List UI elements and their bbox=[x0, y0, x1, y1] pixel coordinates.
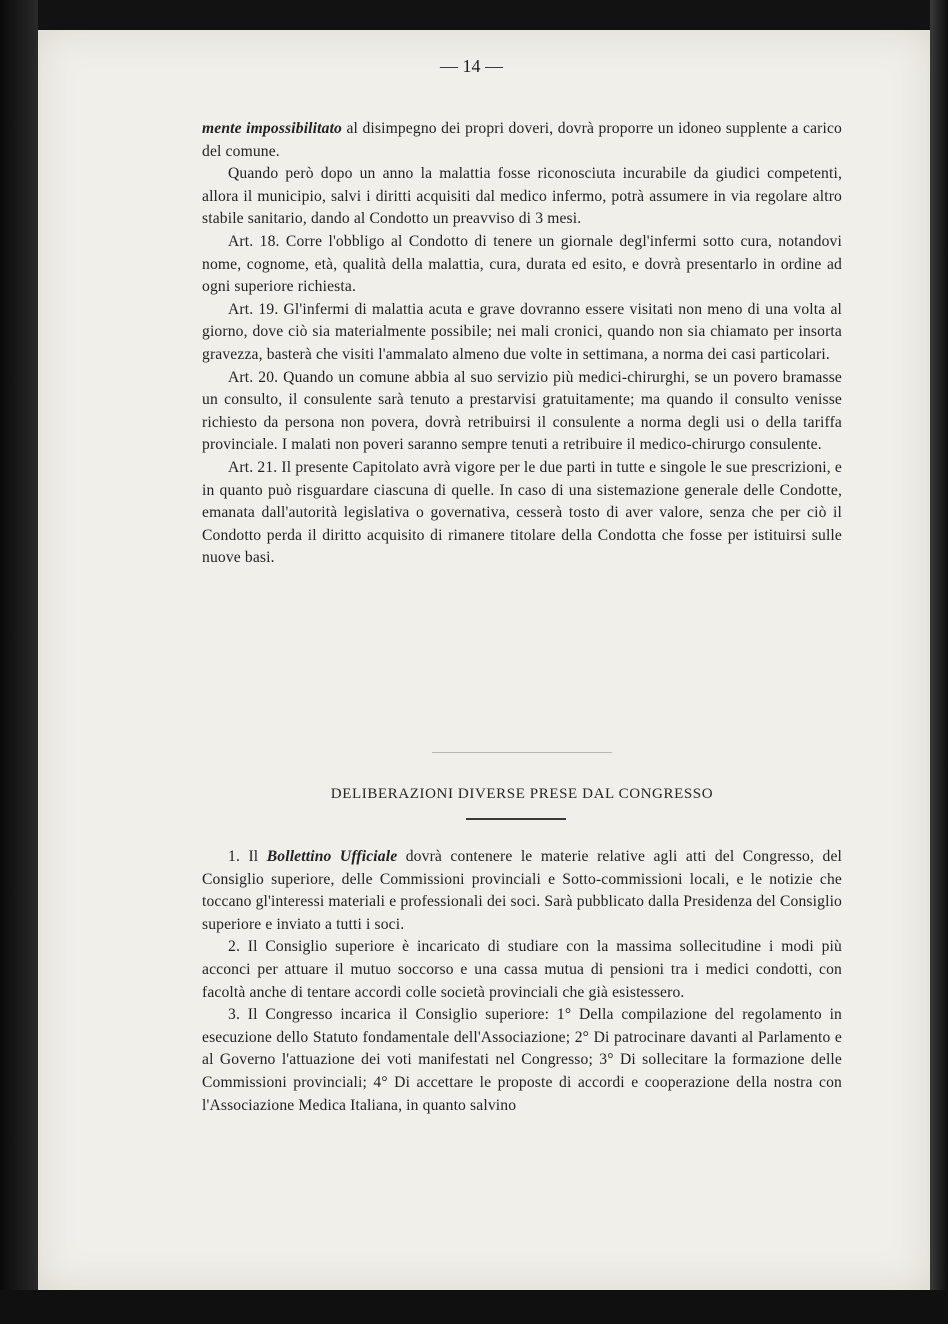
article-20: Art. 20. Quando un comune abbia al suo servizio più medici-chirurghi, se un povero bramasse un consulto, il consulente sarà tenuto a prestarvisi gratuitamente; ma quando il consulto venisse richiesto da persona non povera, dovrà retribuirsi il consulente a norma degli usi o della tariffa provinciale. I malati non poveri saranno sempre tenuti a retribuire il medico-chirurgo consulente. bbox=[202, 368, 842, 454]
section-heading: DELIBERAZIONI DIVERSE PRESE DAL CONGRESSO bbox=[330, 786, 714, 802]
ornament-divider bbox=[432, 752, 612, 753]
deliberation-2: 2. Il Consiglio superiore è incaricato di studiare con la massima sollecitudine i modi più acconci per attuare il mutuo soccorso e una cassa mutua di pensioni tra i medici condotti, con facoltà anche di tentare accordi colle società provinciali che già esistessero. bbox=[202, 938, 842, 1001]
article-18: Art. 18. Corre l'obbligo al Condotto di tenere un giornale degl'infermi sotto cura, notandovi nome, cognome, età, qualità della malattia, cura, durata ed esito, e dovrà presentarlo in ordine ad ogni superiore richiesta. bbox=[202, 232, 842, 296]
page-number: — 14 — bbox=[440, 56, 503, 76]
paragraph-text: al disimpegno dei propri doveri, dovrà proporre un idoneo supplente a carico del comune. bbox=[202, 120, 842, 160]
body-text-lower bbox=[202, 846, 842, 1117]
paragraph-continuation bbox=[202, 118, 842, 163]
deliberation-3: 3. Il Congresso incarica il Consiglio superiore: 1° Della compilazione del regolamento in esecuzione dello Statuto fondamentale dell'Associazione; 2° Di patrocinare davanti al Parlamento e al Governo l'attuazione dei voti manifestati nel Congresso; 3° Di sollecitare la formazione delle Commissioni provinciali; 4° Di accettare le proposte di accordi e cooperazione della nostra con l'Associazione Medica Italiana, in quanto salvino bbox=[202, 1006, 842, 1114]
italic-lead: mente impossibilitato bbox=[202, 120, 342, 137]
heading-underline bbox=[466, 818, 566, 820]
italic-title: Bollettino Ufficiale bbox=[266, 848, 398, 865]
deliberation-text: dovrà contenere le materie relative agli atti del Congresso, del Consiglio superiore, delle Commissioni provinciali e Sotto-commissioni locali, e le notizie che toccano gl'interessi materiali e professionali dei soci. Sarà pubblicato dalla Presidenza del Consiglio superiore e inviato a tutti i soci. bbox=[202, 848, 842, 933]
paragraph-malattia: Quando però dopo un anno la malattia fosse riconosciuta incurabile da giudici competenti, allora il municipio, salvi i diritti acquisiti dal medico infermo, potrà assumere in via regolare altro stabile sanitario, dando al Condotto un preavviso di 3 mesi. bbox=[202, 165, 842, 228]
article-21: Art. 21. Il presente Capitolato avrà vigore per le due parti in tutte e singole le sue prescrizioni, e in quanto può risguardare ciascuna di quelle. In caso di una sistemazione generale delle Condotte, emanata dall'autorità legislativa o governativa, cesserà tosto di aver valore, senza che per ciò il Condotto perda il diritto acquisito di rimanere titolare della Condotta che fosse per istituirsi sulle nuove basi. bbox=[202, 458, 842, 567]
scan-border-top bbox=[0, 0, 948, 30]
scan-border-left bbox=[0, 0, 38, 1324]
deliberation-number: 1. Il bbox=[228, 848, 259, 865]
deliberation-1 bbox=[202, 846, 842, 936]
scan-border-right bbox=[930, 0, 948, 1324]
article-19: Art. 19. Gl'infermi di malattia acuta e grave dovranno essere visitati non meno di una volta al giorno, dove ciò sia materialmente possibile; nei mali cronici, quando non sia chiamato per insorta gravezza, basterà che visiti l'ammalato almeno due volte in settimana, a norma dei casi particolari. bbox=[202, 300, 842, 363]
scan-border-bottom bbox=[0, 1290, 948, 1324]
body-text-upper bbox=[202, 118, 842, 570]
